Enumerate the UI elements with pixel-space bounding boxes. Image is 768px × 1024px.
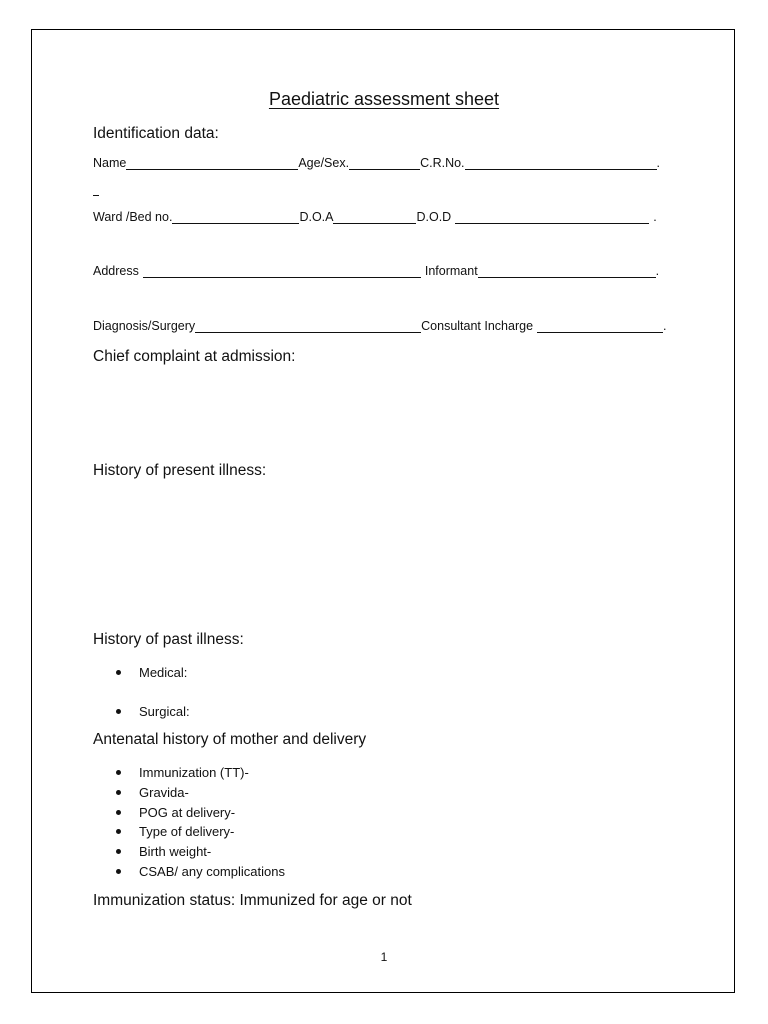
document-title: Paediatric assessment sheet <box>268 89 500 109</box>
list-item: Birth weight- <box>112 842 285 862</box>
list-item: Medical: <box>112 663 190 683</box>
identification-row-3 <box>93 264 659 278</box>
present-illness-heading: History of present illness: <box>93 462 267 479</box>
immunization-status-heading: Immunization status: Immunized for age or not <box>93 892 412 909</box>
informant-field[interactable] <box>478 266 656 278</box>
ward-bed-label: Ward /Bed no. <box>93 210 173 224</box>
stray-dash-mark <box>93 195 99 196</box>
list-item: Surgical: <box>112 702 190 722</box>
identification-heading: Identification data: <box>93 125 219 142</box>
crno-period: . <box>656 156 661 170</box>
name-label: Name <box>93 156 127 170</box>
crno-field[interactable] <box>465 158 657 170</box>
consultant-period: . <box>663 319 667 333</box>
dod-label: D.O.D <box>416 210 452 224</box>
identification-row-1 <box>93 156 660 170</box>
crno-label: C.R.No. <box>420 156 465 170</box>
identification-row-4 <box>93 319 667 333</box>
list-item: POG at delivery- <box>112 803 285 823</box>
chief-complaint-heading: Chief complaint at admission: <box>93 348 296 365</box>
list-item: CSAB/ any complications <box>112 862 285 882</box>
dod-period: . <box>653 210 657 224</box>
diagnosis-field[interactable] <box>195 321 421 333</box>
list-item: Type of delivery- <box>112 822 285 842</box>
informant-period: . <box>655 264 660 278</box>
age-sex-field[interactable] <box>349 158 420 170</box>
list-item: Immunization (TT)- <box>112 763 285 783</box>
ward-bed-field[interactable] <box>172 212 299 224</box>
address-field[interactable] <box>143 266 421 278</box>
age-sex-label: Age/Sex. <box>298 156 350 170</box>
diagnosis-label: Diagnosis/Surgery <box>93 319 196 333</box>
informant-label: Informant <box>424 264 478 278</box>
consultant-label: Consultant Incharge <box>421 319 534 333</box>
doa-field[interactable] <box>333 212 416 224</box>
antenatal-heading: Antenatal history of mother and delivery <box>93 731 367 748</box>
name-field[interactable] <box>126 158 298 170</box>
dod-field[interactable] <box>455 212 649 224</box>
list-item: Gravida- <box>112 783 285 803</box>
consultant-field[interactable] <box>537 321 663 333</box>
address-label: Address <box>93 264 139 278</box>
past-illness-list <box>112 663 190 722</box>
antenatal-list <box>112 763 285 882</box>
past-illness-heading: History of past illness: <box>93 631 244 648</box>
doa-label: D.O.A <box>299 210 334 224</box>
page-number: 1 <box>380 950 388 964</box>
identification-row-2 <box>93 210 657 224</box>
